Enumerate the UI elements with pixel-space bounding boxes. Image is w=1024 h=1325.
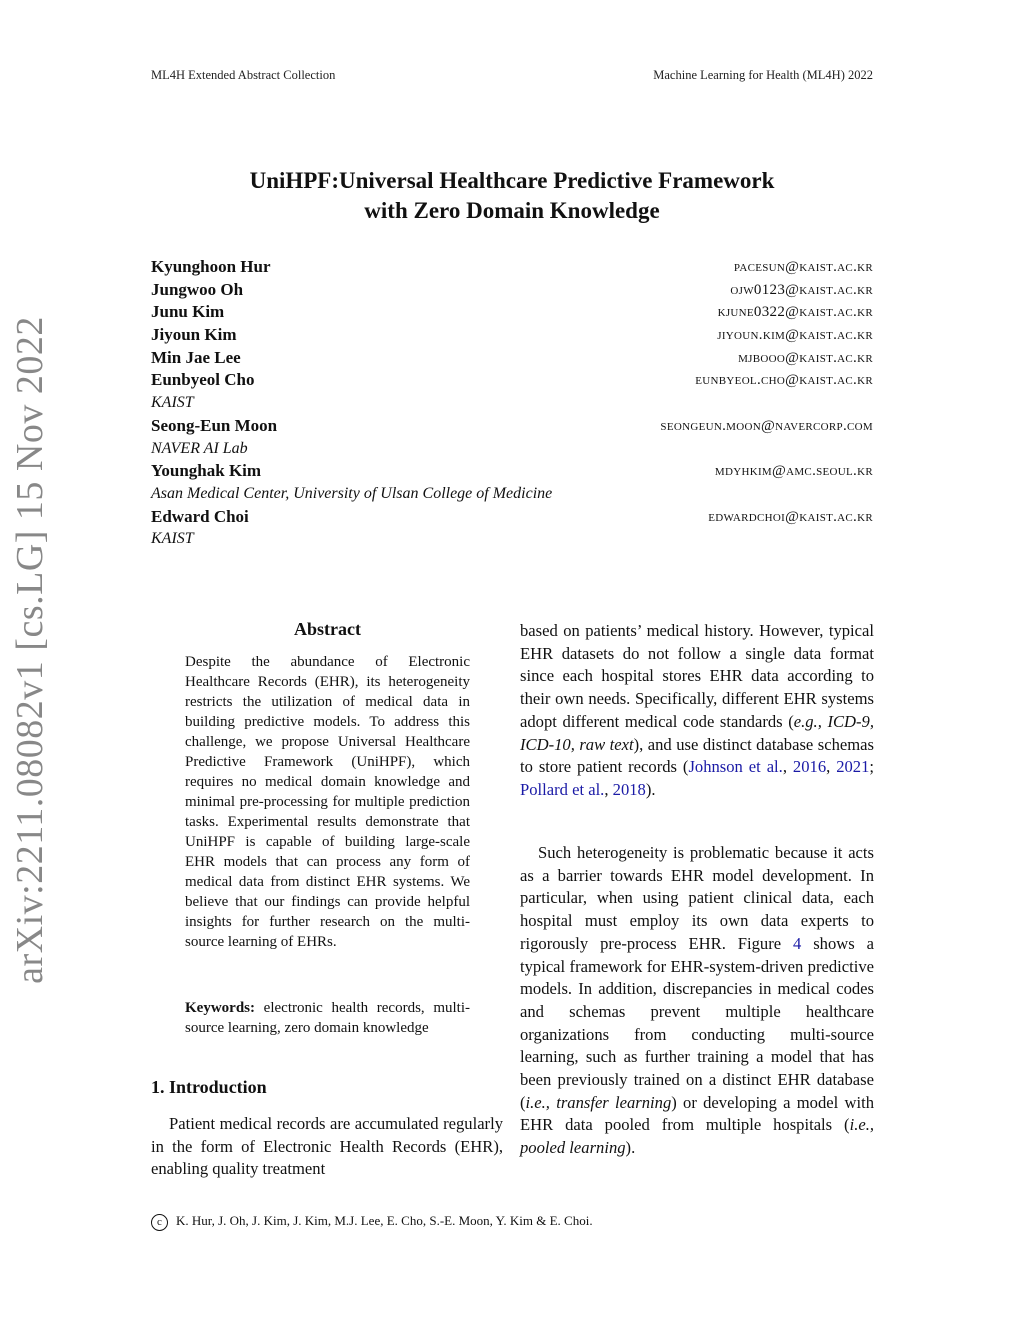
author-row: [151, 279, 873, 302]
running-header-left: ML4H Extended Abstract Collection: [151, 68, 336, 82]
citation-year-link[interactable]: 2016: [792, 757, 827, 777]
author-email[interactable]: edwardchoi@kaist.ac.kr: [708, 508, 873, 525]
citation-link-johnson[interactable]: Johnson et al.: [688, 757, 783, 777]
text-span: based on patients’ medical history. However, typical EHR datasets do not follow a single data format since each hospital stores EHR data according to their own needs. Specifically, different EHR systems adopt different medical code standards (: [520, 621, 874, 731]
author-row: [151, 506, 873, 529]
abstract-heading: Abstract: [294, 619, 361, 639]
text-span: ).: [645, 779, 656, 799]
author-affiliation: NAVER AI Lab: [151, 439, 248, 457]
author-name: Jungwoo Oh: [151, 279, 244, 299]
running-header-right: Machine Learning for Health (ML4H) 2022: [653, 68, 873, 82]
author-email[interactable]: kjune0322@kaist.ac.kr: [717, 304, 873, 321]
author-name: Kyunghoon Hur: [151, 257, 271, 276]
author-row: [151, 256, 873, 279]
author-email[interactable]: ojw0123@kaist.ac.kr: [730, 281, 873, 298]
author-email[interactable]: pacesun@kaist.ac.kr: [733, 259, 873, 275]
intro-paragraph-1-continued: [520, 620, 874, 802]
title-line-2: with Zero Domain Knowledge: [364, 198, 660, 223]
text-span-italic: i.e., pooled learning: [520, 1115, 874, 1158]
author-block: [151, 256, 873, 551]
keywords-label: Keywords:: [185, 1000, 255, 1016]
section-heading-introduction: 1. Introduction: [151, 1077, 267, 1097]
text-span: ) or developing a model with EHR data pooled from multiple hospitals (: [520, 1092, 874, 1135]
author-name: Jiyoun Kim: [151, 325, 237, 345]
citation-year-link[interactable]: 2021: [836, 757, 870, 777]
author-row: [151, 415, 873, 438]
author-row: [151, 369, 873, 392]
text-span: ;: [869, 757, 875, 777]
citation-year-link[interactable]: 2018: [612, 779, 646, 799]
text-span: ), and use distinct database schemas to store patient records (: [520, 734, 874, 777]
author-name: Younghak Kim: [151, 461, 262, 481]
intro-paragraph-1: Patient medical records are accumulated regularly in the form of Electronic Health Records (EHR), enabling quality treatment: [151, 1114, 503, 1179]
author-email[interactable]: jiyoun.kim@kaist.ac.kr: [717, 327, 873, 344]
text-span: ,: [604, 779, 613, 799]
author-name: Eunbyeol Cho: [151, 370, 255, 390]
author-name: Min Jae Lee: [151, 347, 241, 367]
author-row: [151, 301, 873, 324]
intro-paragraph-2: [520, 842, 874, 1160]
text-span: ).: [625, 1138, 636, 1158]
author-name: Edward Choi: [151, 506, 249, 526]
author-row: [151, 324, 873, 347]
keywords: [185, 998, 470, 1038]
arxiv-sidebar: [9, 316, 51, 984]
author-row: [151, 460, 873, 483]
text-span-italic: e.g., ICD-9, ICD-10, raw text: [520, 711, 874, 754]
author-email[interactable]: mjbooo@kaist.ac.kr: [738, 349, 873, 366]
figure-ref-link[interactable]: 4: [793, 933, 802, 953]
copyright-text: K. Hur, J. Oh, J. Kim, J. Kim, M.J. Lee, E. Cho, S.-E. Moon, Y. Kim & E. Choi.: [176, 1213, 593, 1228]
author-email[interactable]: mdyhkim@amc.seoul.kr: [714, 463, 873, 480]
text-span: ,: [826, 757, 837, 777]
author-affiliation: Asan Medical Center, University of Ulsan College of Medicine: [151, 484, 553, 502]
author-affiliation: KAIST: [151, 530, 194, 548]
arxiv-identifier: arXiv:2211.08082v1 [cs.LG] 15 Nov 2022: [9, 316, 51, 984]
author-name: Junu Kim: [151, 302, 225, 322]
author-email[interactable]: eunbyeol.cho@kaist.ac.kr: [695, 372, 873, 389]
paper-title: [0, 166, 1024, 226]
abstract-body: Despite the abundance of Electronic Healthcare Records (EHR), its heterogeneity restricts the utilization of medical data in building predictive models. To address this challenge, we propose Universal Healthcare Predictive Framework (UniHPF), which requires no medical domain knowledge and minimal pre-processing for multiple prediction tasks. Experimental results demonstrate that UniHPF is capable of building large-scale EHR models that can process any form of medical data from distinct EHR systems. We believe that our findings can provide helpful insights for further research on the multi-source learning of EHRs.: [185, 654, 470, 950]
citation-link-pollard[interactable]: Pollard et al.: [520, 779, 605, 799]
text-span-italic: i.e., transfer learning: [525, 1092, 672, 1112]
author-row: [151, 347, 873, 370]
author-name: Seong-Eun Moon: [151, 415, 278, 435]
author-email[interactable]: seongeun.moon@navercorp.com: [660, 417, 873, 434]
copyright-icon: c: [151, 1214, 168, 1231]
text-span: ,: [782, 757, 793, 777]
copyright-footer: [151, 1213, 593, 1231]
text-span: shows a typical framework for EHR-system-driven predictive models. In addition, discrepancies in medical codes and schemas prevent multiple healthcare organizations from conducting multi-source learning, such as further training a model that has been previously trained on a distinct EHR database (: [520, 933, 874, 1112]
author-affiliation: KAIST: [151, 394, 194, 412]
title-line-1: UniHPF:Universal Healthcare Predictive Framework: [249, 168, 775, 193]
keywords-text: electronic health records, multi-source learning, zero domain knowledge: [185, 1000, 471, 1036]
text-span: Such heterogeneity is problematic because it acts as a barrier towards EHR model development. In particular, when using patient clinical data, each hospital must employ its own data experts to rigorously pre-process EHR. Figure: [520, 843, 874, 953]
